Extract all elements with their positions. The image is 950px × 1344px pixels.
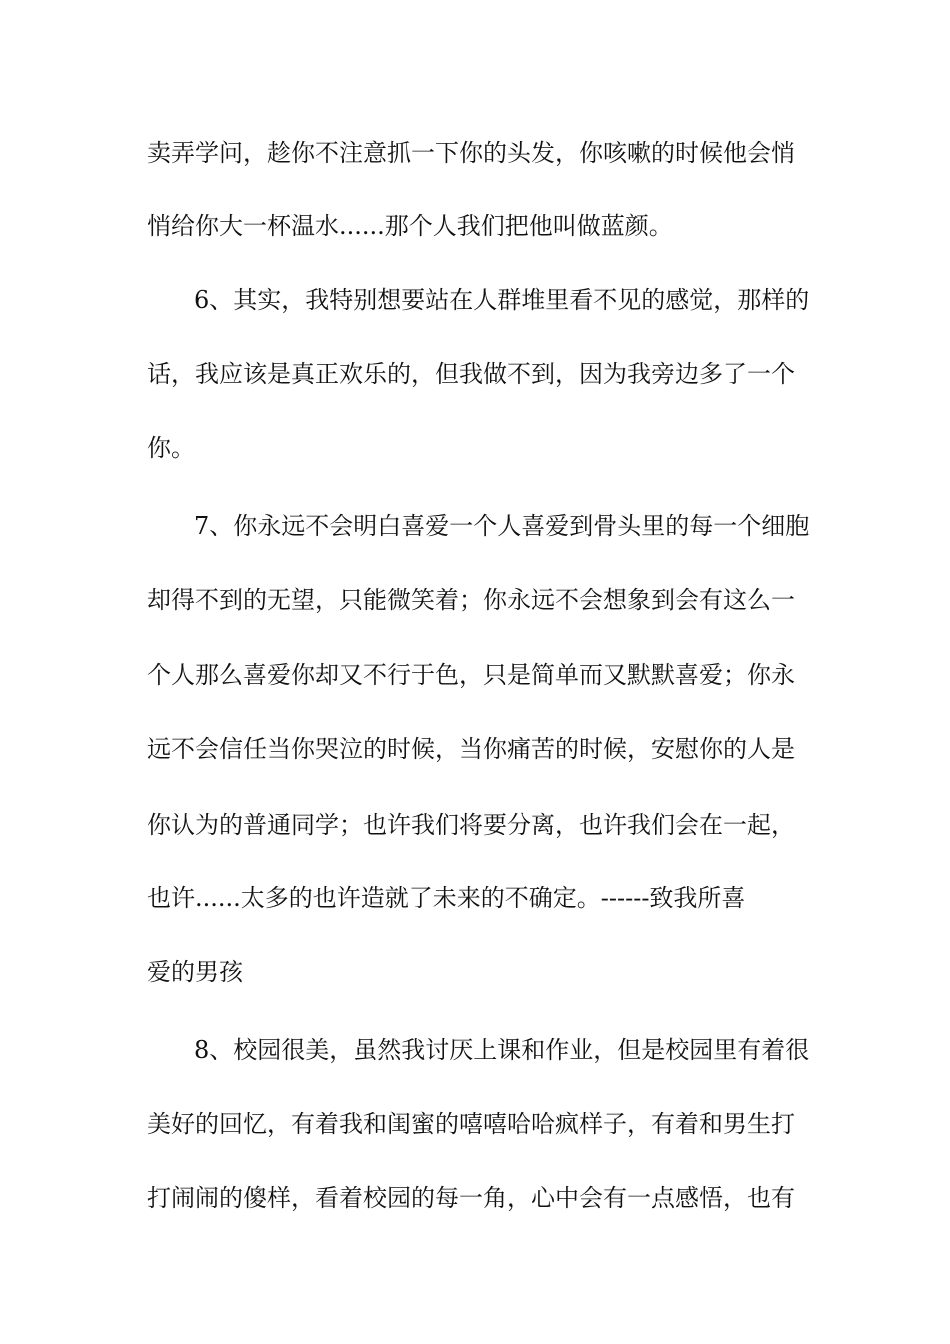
- paragraph-7-line-1: 7、你永远不会明白喜爱一个人喜爱到骨头里的每一个细胞: [194, 512, 810, 540]
- paragraph-8-line-3: 打闹闹的傻样，看着校园的每一角，心中会有一点感悟，也有: [147, 1184, 795, 1212]
- paragraph-7-line-4: 远不会信任当你哭泣的时候，当你痛苦的时候，安慰你的人是: [147, 735, 795, 763]
- paragraph-6-line-1: 6、其实，我特别想要站在人群堆里看不见的感觉，那样的: [194, 286, 810, 314]
- paragraph-7-line-3: 个人那么喜爱你却又不行于色，只是简单而又默默喜爱；你永: [147, 661, 795, 689]
- paragraph-6-line-3: 你。: [147, 434, 195, 462]
- paragraph-6-line-2: 话，我应该是真正欢乐的，但我做不到，因为我旁边多了一个: [147, 360, 795, 388]
- text-line-1: 卖弄学问，趁你不注意抓一下你的头发，你咳嗽的时候他会悄: [147, 139, 795, 167]
- paragraph-8-line-2: 美好的回忆，有着我和闺蜜的嘻嘻哈哈疯样子，有着和男生打: [147, 1110, 795, 1138]
- text-line-2: 悄给你大一杯温水......那个人我们把他叫做蓝颜。: [147, 212, 673, 240]
- paragraph-8-line-1: 8、校园很美，虽然我讨厌上课和作业，但是校园里有着很: [194, 1036, 810, 1064]
- paragraph-7-line-7: 爱的男孩: [147, 958, 243, 986]
- paragraph-7-line-2: 却得不到的无望，只能微笑着；你永远不会想象到会有这么一: [147, 586, 795, 614]
- paragraph-7-line-5: 你认为的普通同学；也许我们将要分离，也许我们会在一起，: [147, 811, 795, 839]
- paragraph-7-line-6: 也许......太多的也许造就了未来的不确定。------致我所喜: [147, 884, 746, 912]
